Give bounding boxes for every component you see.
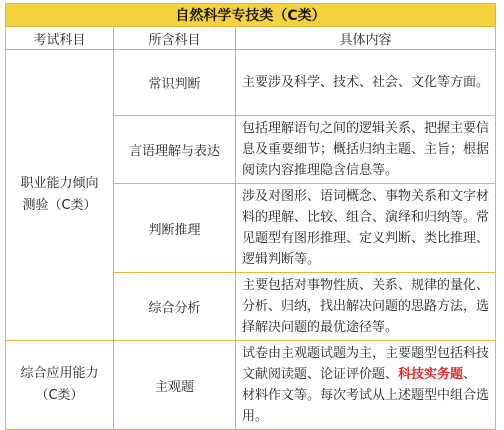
content-cell: 包括理解语句之间的逻辑关系、把握主要信息及重要细节；概括归纳主题、主旨；根据阅读内容推理隐含信息等。 (236, 116, 496, 184)
module-cell: 主观题 (114, 341, 236, 430)
content-text-after: 、材料作文等。每次考试从上述题型中组合选用。 (242, 367, 490, 424)
module-cell: 判断推理 (114, 184, 236, 273)
category-aptitude-test (6, 50, 114, 341)
content-text-before: 试卷由主观题试题为主，主要题型包括科技文献阅读题、论证评价题、 (242, 346, 490, 382)
table-title: 自然科学专技类（C类） (6, 4, 496, 27)
highlighted-question-type: 科技实务题 (398, 367, 464, 382)
content-cell (236, 341, 496, 430)
content-cell: 涉及对图形、语词概念、事物关系和文字材料的理解、比较、组合、演绎和归纳等。常见题型有图形推理、定义判断、类比推理、逻辑判断等。 (236, 184, 496, 273)
title-row (6, 4, 496, 27)
header-content: 具体内容 (236, 27, 496, 50)
category-label-line1: 综合应用能力 (20, 366, 99, 381)
module-cell: 言语理解与表达 (114, 116, 236, 184)
header-row (6, 27, 496, 50)
exam-subject-table (5, 3, 496, 430)
category-applied-ability (6, 341, 114, 430)
header-module: 所含科目 (114, 27, 236, 50)
table-row (6, 50, 496, 116)
content-cell: 主要包括对事物性质、关系、规律的量化、分析、归纳，找出解决问题的思路方法，选择解决问题的最优途径等。 (236, 273, 496, 341)
category-label-line1: 职业能力倾向 (20, 176, 99, 191)
category-label-line2: 测验（C类） (22, 198, 97, 213)
module-cell: 常识判断 (114, 50, 236, 116)
table-row (6, 341, 496, 430)
content-cell: 主要涉及科学、技术、社会、文化等方面。 (236, 50, 496, 116)
category-label-line2: （C类） (35, 388, 84, 403)
header-subject: 考试科目 (6, 27, 114, 50)
module-cell: 综合分析 (114, 273, 236, 341)
